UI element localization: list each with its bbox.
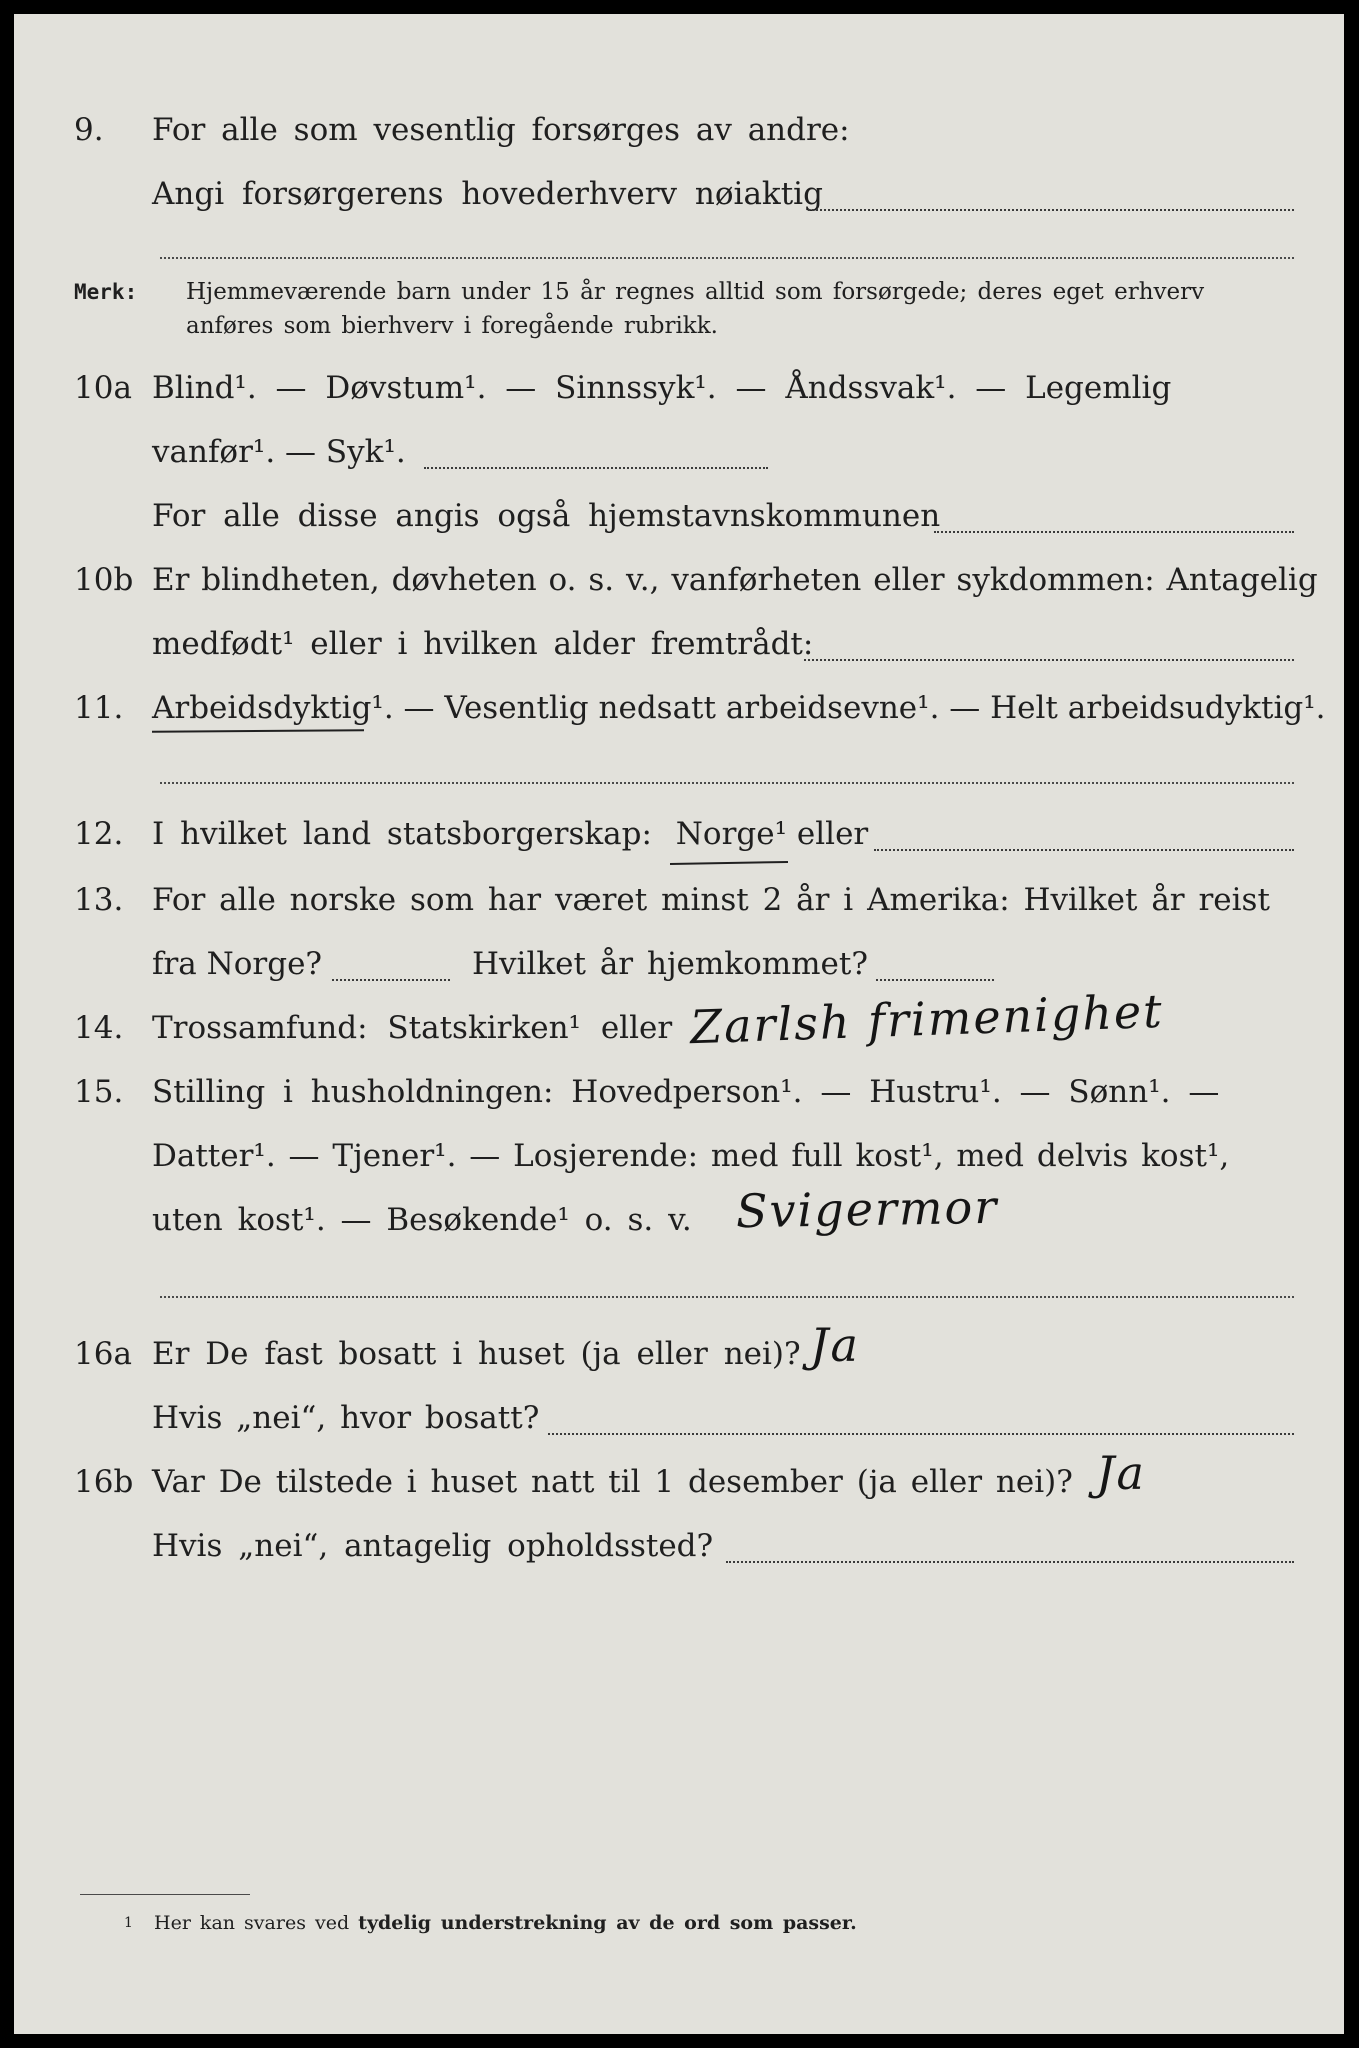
q16a-text-1: Er De fast bosatt i huset (ja eller nei)? [152, 1336, 801, 1372]
q11-hand-underline [152, 729, 364, 732]
q14-text: Trossamfund: Statskirken¹ eller [152, 1010, 673, 1046]
q13-year-left-line[interactable] [332, 979, 450, 981]
q15-text-1: Stilling i husholdningen: Hovedperson¹. — Hustru¹. — Sønn¹. — [152, 1074, 1220, 1110]
q16a-answer-line[interactable] [548, 1433, 1294, 1435]
q10a-text-3: For alle disse angis også hjemstavnskommunen [152, 498, 941, 534]
q15-text-3: uten kost¹. — Besøkende¹ o. s. v. [152, 1202, 692, 1238]
q11-rest: ¹. — Vesentlig nedsatt arbeidsevne¹. — Helt arbeidsudyktig¹. [371, 690, 1326, 726]
separator-line [160, 1296, 1294, 1298]
q11-number: 11. [74, 690, 124, 726]
footnote-text [154, 1910, 857, 1936]
q13-year-returned-line[interactable] [876, 979, 994, 981]
q16a-text-2: Hvis „nei“, hvor bosatt? [152, 1400, 540, 1436]
q16a-number: 16a [74, 1336, 132, 1372]
q13-text-2b: Hvilket år hjemkommet? [472, 946, 868, 982]
q14-handwritten-answer: Zarlsh frimenighet [689, 983, 1165, 1055]
census-form-page [14, 14, 1344, 2034]
q9-text-1: For alle som vesentlig forsørges av andre: [152, 112, 850, 148]
q9-number: 9. [74, 112, 104, 148]
q10a-answer-line[interactable] [424, 467, 768, 469]
q16b-number: 16b [74, 1464, 134, 1500]
q9-text-2: Angi forsørgerens hovederhverv nøiaktig [152, 176, 823, 212]
q10a-number: 10a [74, 370, 132, 406]
q15-number: 15. [74, 1074, 124, 1110]
separator-line [160, 257, 1294, 259]
q12-text [152, 814, 868, 854]
q15-handwritten-answer: Svigermor [735, 1179, 999, 1239]
q11-text [152, 688, 1326, 728]
q14-number: 14. [74, 1010, 124, 1046]
q12-number: 12. [74, 816, 124, 852]
q16b-answer-line[interactable] [726, 1561, 1294, 1563]
q16a-handwritten-answer: Ja [810, 1318, 860, 1372]
footnote-normal: Her kan svares ved [154, 1912, 350, 1934]
q16b-text-2: Hvis „nei“, antagelig opholdssted? [152, 1528, 714, 1564]
q9-answer-line[interactable] [808, 209, 1294, 211]
q13-text-2a: fra Norge? [152, 946, 323, 982]
footnote-mark: 1 [124, 1915, 133, 1931]
q13-number: 13. [74, 882, 124, 918]
q12-answer-line[interactable] [874, 849, 1294, 851]
q12-hand-underline [670, 861, 788, 865]
q10b-number: 10b [74, 562, 134, 598]
q10b-answer-line[interactable] [804, 659, 1294, 661]
note-text-1: Hjemmeværende barn under 15 år regnes alltid som forsørgede; deres eget erhverv [186, 279, 1205, 305]
q12-underlined-option: Norge [675, 816, 775, 852]
separator-line [160, 782, 1294, 784]
q15-text-2: Datter¹. — Tjener¹. — Losjerende: med full kost¹, med delvis kost¹, [152, 1138, 1230, 1174]
q11-underlined-option: Arbeidsdyktig [152, 690, 372, 726]
q12-before: I hvilket land statsborgerskap: [152, 816, 652, 852]
note-label: Merk: [74, 280, 138, 304]
q13-text-1: For alle norske som har været minst 2 år i Amerika: Hvilket år reist [152, 882, 1270, 918]
q12-after: ¹ eller [774, 816, 869, 852]
q10b-text-2: medfødt¹ eller i hvilken alder fremtrådt: [152, 626, 814, 662]
q16b-handwritten-answer: Ja [1096, 1446, 1146, 1500]
q10a-text-1: Blind¹. — Døvstum¹. — Sinnssyk¹. — Åndssvak¹. — Legemlig [152, 370, 1172, 406]
footnote-bold: tydelig understrekning av de ord som passer. [358, 1912, 857, 1934]
footnote-rule [80, 1894, 250, 1895]
q10b-text-1: Er blindheten, døvheten o. s. v., vanførheten eller sykdommen: Antagelig [152, 562, 1318, 598]
note-text-2: anføres som bierhverv i foregående rubrikk. [186, 313, 718, 339]
q10a-text-2: vanfør¹. — Syk¹. [152, 434, 406, 470]
q10a-home-municipality-line[interactable] [934, 531, 1294, 533]
q16b-text-1: Var De tilstede i huset natt til 1 desember (ja eller nei)? [152, 1464, 1073, 1500]
